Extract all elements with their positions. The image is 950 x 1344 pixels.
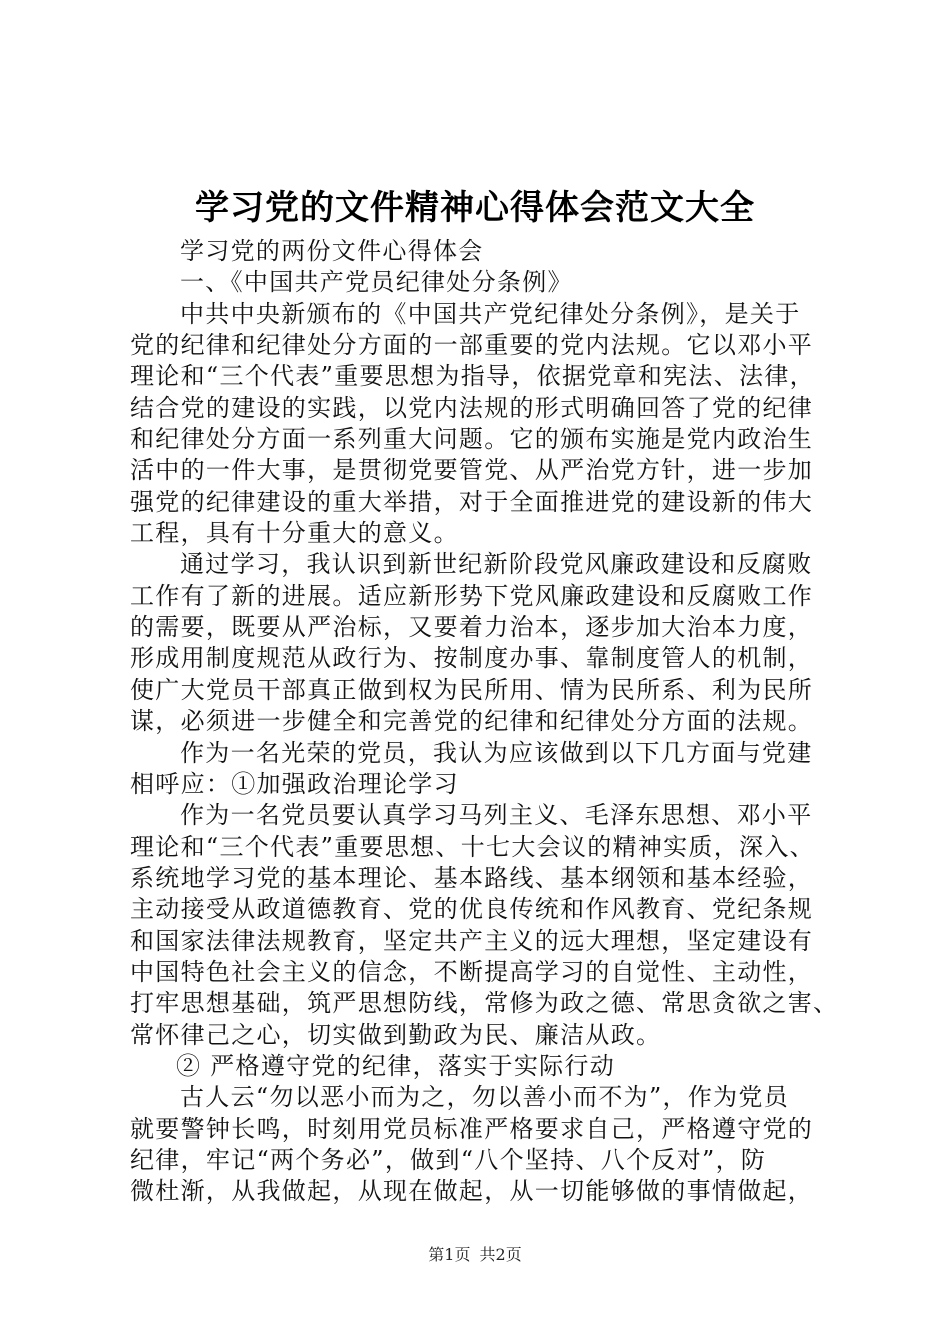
paragraph-line: 党的纪律和纪律处分方面的一部重要的党内法规。它以邓小平: [130, 331, 814, 360]
paragraph-line: 和纪律处分方面一系列重大问题。它的颁布实施是党内政治生: [130, 425, 814, 454]
paragraph-line: 中国特色社会主义的信念，不断提高学习的自觉性、主动性，: [130, 957, 814, 986]
section-heading: ② 严格遵守党的纪律，落实于实际行动: [176, 1051, 616, 1080]
paragraph-line: 打牢思想基础，筑严思想防线，常修为政之德、常思贪欲之害、: [130, 989, 839, 1018]
paragraph-line: 微杜渐，从我做起，从现在做起，从一切能够做的事情做起，: [130, 1177, 814, 1206]
paragraph-line: 系统地学习党的基本理论、基本路线、基本纲领和基本经验，: [130, 863, 814, 892]
paragraph-line: 工作有了新的进展。适应新形势下党风廉政建设和反腐败工作: [130, 581, 814, 610]
paragraph-line: 使广大党员干部真正做到权为民所用、情为民所系、利为民所: [130, 675, 814, 704]
paragraph-line: 相呼应：①加强政治理论学习: [130, 769, 459, 798]
paragraph-line: 活中的一件大事，是贯彻党要管党、从严治党方针，进一步加: [130, 456, 814, 485]
document-title: 学习党的文件精神心得体会范文大全: [195, 188, 755, 228]
page-footer: [0, 1244, 950, 1266]
paragraph-line: 作为一名党员要认真学习马列主义、毛泽东思想、邓小平: [180, 801, 813, 830]
paragraph-line: 和国家法律法规教育，坚定共产主义的远大理想，坚定建设有: [130, 926, 814, 955]
paragraph-line: 中共中央新颁布的《中国共产党纪律处分条例》，是关于: [180, 299, 801, 328]
page-total: 共2页: [479, 1245, 522, 1264]
paragraph-line: 形成用制度规范从政行为、按制度办事、靠制度管人的机制，: [130, 644, 814, 673]
paragraph-line: 结合党的建设的实践，以党内法规的形式明确回答了党的纪律: [130, 393, 814, 422]
subtitle-line: 学习党的两份文件心得体会: [180, 237, 484, 265]
paragraph-line: 通过学习，我认识到新世纪新阶段党风廉政建设和反腐败: [180, 550, 813, 579]
paragraph-line: 作为一名光荣的党员，我认为应该做到以下几方面与党建: [180, 738, 813, 767]
paragraph-line: 强党的纪律建设的重大举措，对于全面推进党的建设新的伟大: [130, 487, 814, 516]
paragraph-line: 古人云“勿以恶小而为之，勿以善小而不为”，作为党员: [180, 1083, 790, 1112]
paragraph-line: 纪律，牢记“两个务必”，做到“八个坚持、八个反对”，防: [130, 1145, 767, 1174]
paragraph-line: 谋，必须进一步健全和完善党的纪律和纪律处分方面的法规。: [130, 707, 814, 736]
paragraph-line: 主动接受从政道德教育、党的优良传统和作风教育、党纪条规: [130, 895, 814, 924]
paragraph-line: 理论和“三个代表”重要思想为指导，依据党章和宪法、法律，: [130, 362, 815, 391]
document-body: [130, 236, 839, 1208]
paragraph-line: 工程，具有十分重大的意义。: [130, 519, 459, 548]
paragraph-line: 常怀律己之心，切实做到勤政为民、廉洁从政。: [130, 1020, 662, 1049]
paragraph-line: 的需要，既要从严治标，又要着力治本，逐步加大治本力度，: [130, 613, 814, 642]
paragraph-line: 就要警钟长鸣，时刻用党员标准严格要求自己，严格遵守党的: [130, 1114, 814, 1143]
paragraph-line: 理论和“三个代表”重要思想、十七大会议的精神实质，深入、: [130, 832, 815, 861]
section-heading: 一、《中国共产党员纪律处分条例》: [180, 268, 573, 297]
page-number: 第1页: [428, 1245, 471, 1264]
